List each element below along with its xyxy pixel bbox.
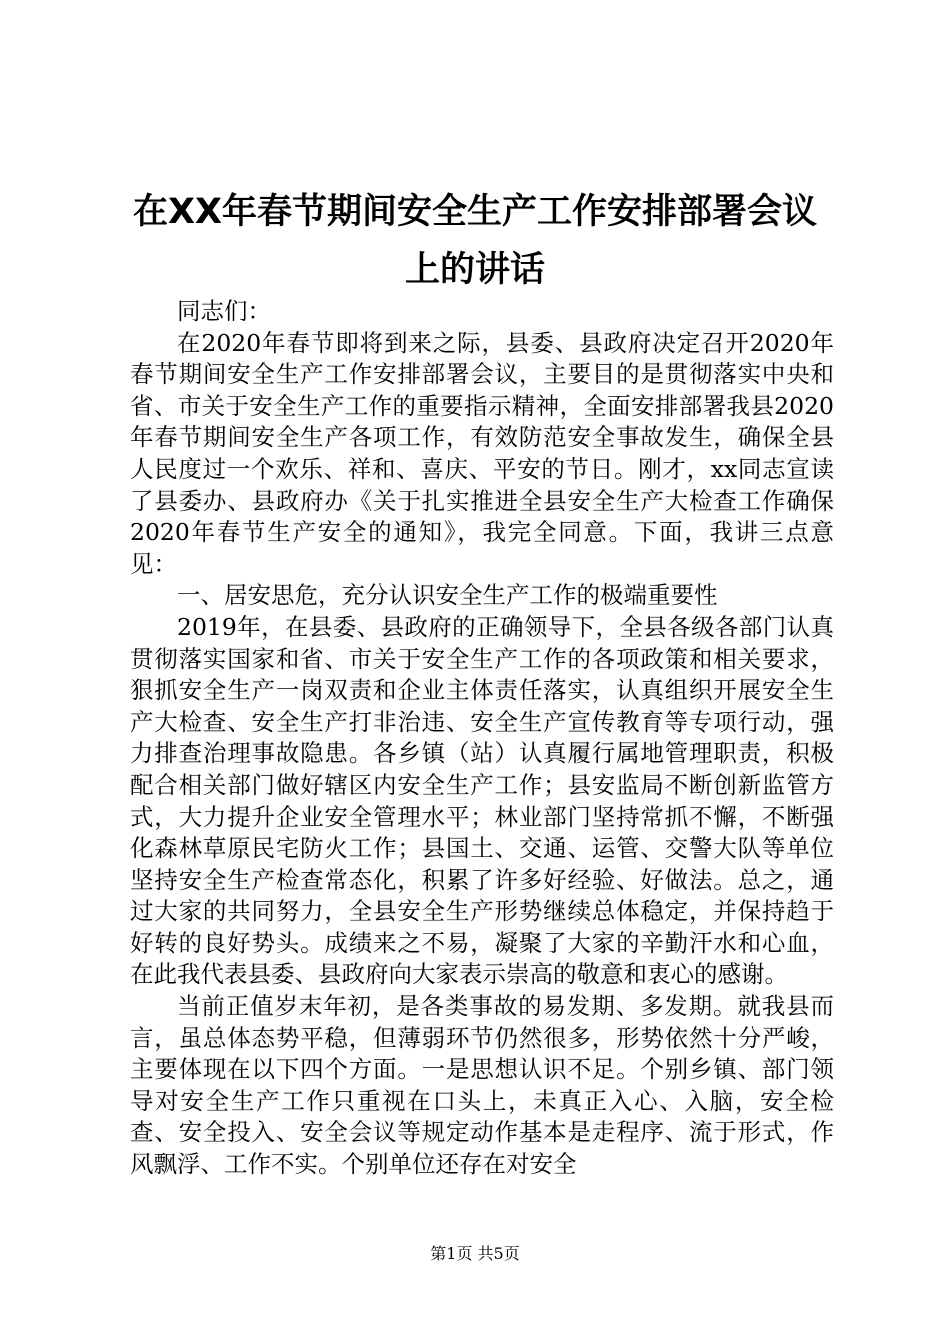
document-body [130, 296, 834, 1181]
document-title-line-1: 在XX年春节期间安全生产工作安排部署会议 [133, 192, 817, 232]
page-footer: 第1页 共5页 [430, 1244, 520, 1263]
salutation-paragraph: 同志们： [177, 297, 271, 325]
intro-paragraph: 在2020年春节即将到来之际，县委、县政府决定召开2020年春节期间安全生产工作安排部署会议，主要目的是贯彻落实中央和省、市关于安全生产工作的重要指示精神，全面安排部署我县2020年春节期间安全生产各项工作，有效防范安全事故发生，确保全县人民度过一个欢乐、祥和、喜庆、平安的节日。刚才，xx同志宣读了县委办、县政府办《关于扎实推进全县安全生产大检查工作确保2020年春节生产安全的通知》，我完全同意。下面，我讲三点意见： [130, 328, 834, 578]
section-heading-1: 一、居安思危，充分认识安全生产工作的极端重要性 [177, 581, 718, 610]
document-title-line-2: 上的讲话 [404, 250, 545, 290]
body-paragraph: 2019年，在县委、县政府的正确领导下，全县各级各部门认真贯彻落实国家和省、市关于安全生产工作的各项政策和相关要求，狠抓安全生产一岗双责和企业主体责任落实，认真组织开展安全生产大检查、安全生产打非治违、安全生产宣传教育等专项行动，强力排查治理事故隐患。各乡镇（站）认真履行属地管理职责，积极配合相关部门做好辖区内安全生产工作；县安监局不断创新监管方式，大力提升企业安全管理水平；林业部门坚持常抓不懈，不断强化森林草原民宅防火工作；县国土、交通、运管、交警大队等单位坚持安全生产检查常态化，积累了许多好经验、好做法。总之，通过大家的共同努力，全县安全生产形势继续总体稳定，并保持趋于好转的良好势头。成绩来之不易，凝聚了大家的辛勤汗水和心血，在此我代表县委、县政府向大家表示崇高的敬意和衷心的感谢。 [130, 612, 834, 989]
body-paragraph: 当前正值岁末年初，是各类事故的易发期、多发期。就我县而言，虽总体态势平稳，但薄弱环节仍然很多，形势依然十分严峻，主要体现在以下四个方面。一是思想认识不足。个别乡镇、部门领导对安全生产工作只重视在口头上，未真正入心、入脑，安全检查、安全投入、安全会议等规定动作基本是走程序、流于形式，作风飘浮、工作不实。个别单位还存在对安全 [130, 992, 834, 1179]
